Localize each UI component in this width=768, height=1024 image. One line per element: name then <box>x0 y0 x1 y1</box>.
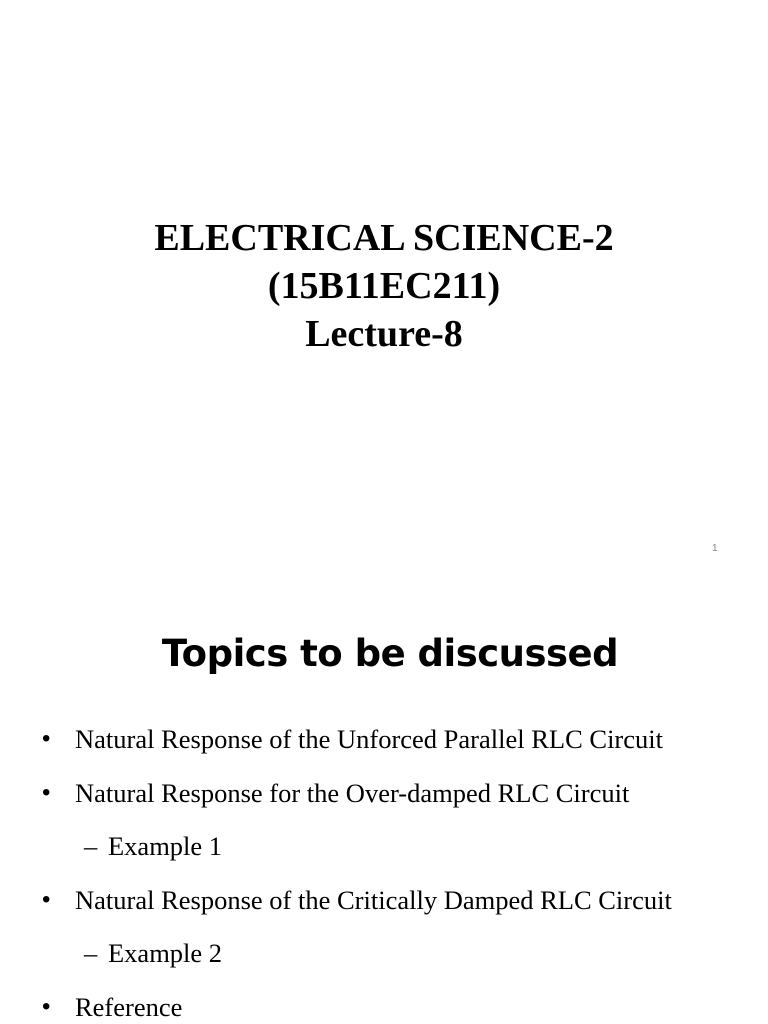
topics-slide <box>0 576 768 1024</box>
list-item <box>0 979 768 1024</box>
topic-text: Natural Response of the Unforced Parallel RLC Circuit <box>75 724 663 754</box>
course-code: (15B11EC211) <box>267 265 501 307</box>
bullet-marker: • <box>42 885 51 913</box>
lecture-title <box>0 214 768 358</box>
dash-marker: – <box>84 831 98 862</box>
lecture-number: Lecture-8 <box>305 313 463 355</box>
list-item <box>0 925 768 979</box>
course-name: ELECTRICAL SCIENCE-2 <box>154 217 614 259</box>
list-item <box>0 765 768 819</box>
slide-number: 1 <box>712 543 718 554</box>
dash-marker: – <box>84 938 98 969</box>
topics-heading: Topics to be discussed <box>161 632 619 675</box>
bullet-marker: • <box>42 992 51 1020</box>
topic-text: Reference <box>75 991 183 1022</box>
bullet-marker: • <box>42 725 51 752</box>
topics-list <box>0 711 768 1024</box>
list-item <box>0 872 768 926</box>
subtopic-text: Example 1 <box>108 831 223 862</box>
list-item <box>0 818 768 872</box>
subtopic-text: Example 2 <box>108 938 223 969</box>
topic-text: Natural Response of the Critically Damped RLC Circuit <box>75 884 672 915</box>
bullet-marker: • <box>42 778 51 806</box>
topic-text: Natural Response for the Over-damped RLC Circuit <box>75 777 630 808</box>
list-item <box>0 711 768 765</box>
